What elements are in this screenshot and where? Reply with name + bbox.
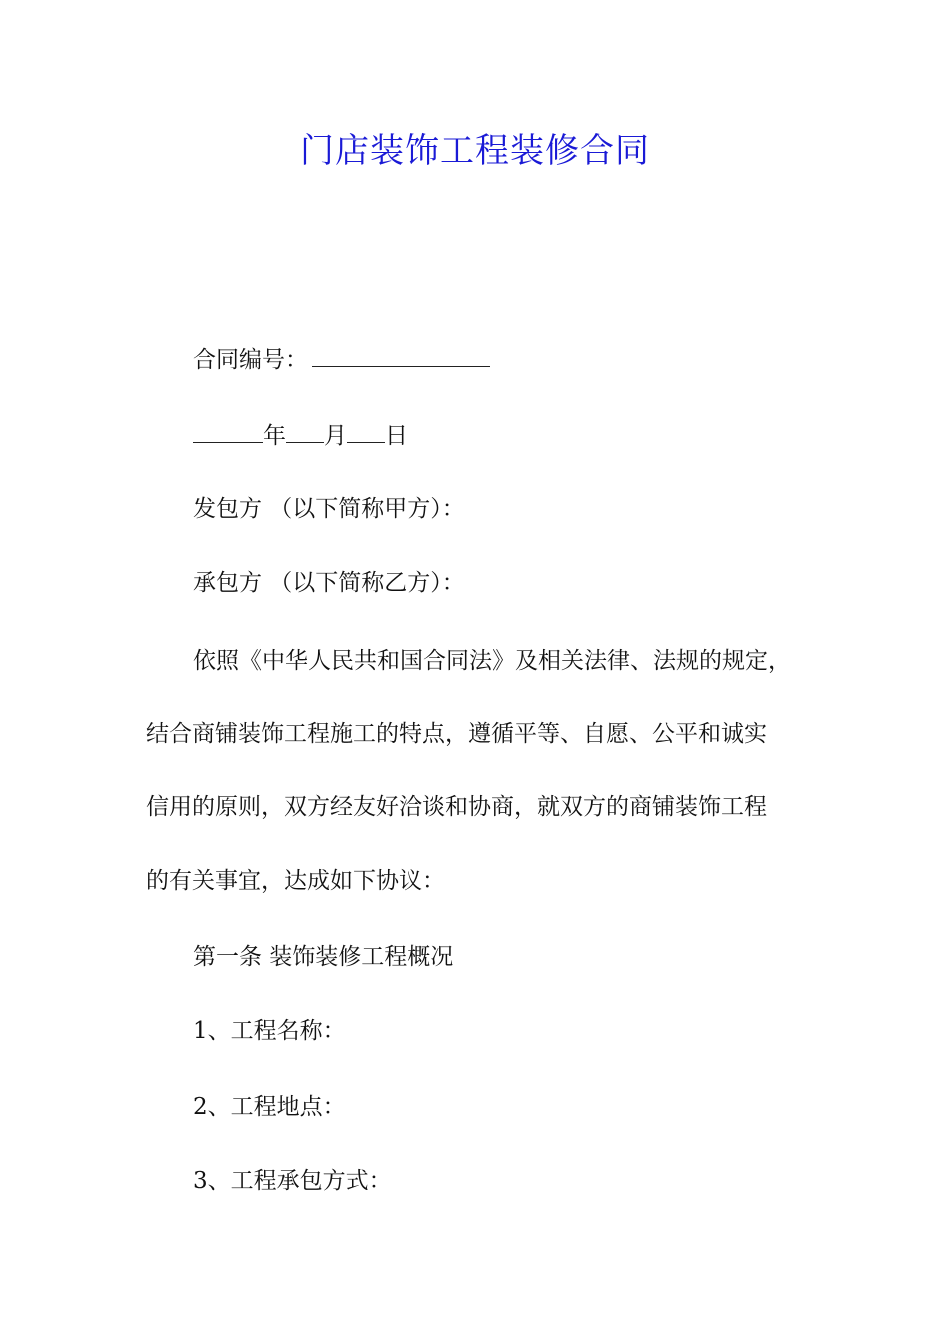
contract-number-blank bbox=[312, 344, 490, 367]
item-project-name: 1、工程名称： bbox=[193, 1018, 346, 1044]
contract-number-line bbox=[193, 344, 490, 375]
year-label: 年 bbox=[263, 423, 286, 449]
date-line bbox=[193, 420, 408, 451]
item-contract-method: 3、工程承包方式： bbox=[193, 1168, 392, 1194]
item-project-location: 2、工程地点： bbox=[193, 1094, 346, 1120]
party-a-line: 发包方 （以下简称甲方）： bbox=[193, 496, 465, 522]
month-blank bbox=[286, 420, 324, 443]
day-blank bbox=[347, 420, 385, 443]
contract-number-label: 合同编号： bbox=[193, 347, 308, 373]
day-label: 日 bbox=[385, 423, 408, 449]
party-b-line: 承包方 （以下简称乙方）： bbox=[193, 570, 465, 596]
preamble-line-3: 信用的原则，双方经友好洽谈和协商，就双方的商铺装饰工程 bbox=[146, 794, 767, 820]
article-1-heading: 第一条 装饰装修工程概况 bbox=[193, 944, 454, 970]
preamble-line-2: 结合商铺装饰工程施工的特点，遵循平等、自愿、公平和诚实 bbox=[146, 721, 767, 747]
document-title: 门店装饰工程装修合同 bbox=[300, 131, 650, 171]
year-blank bbox=[193, 420, 263, 443]
month-label: 月 bbox=[324, 423, 347, 449]
preamble-line-4: 的有关事宜，达成如下协议： bbox=[146, 868, 445, 894]
preamble-line-1: 依照《中华人民共和国合同法》及相关法律、法规的规定， bbox=[193, 648, 791, 674]
